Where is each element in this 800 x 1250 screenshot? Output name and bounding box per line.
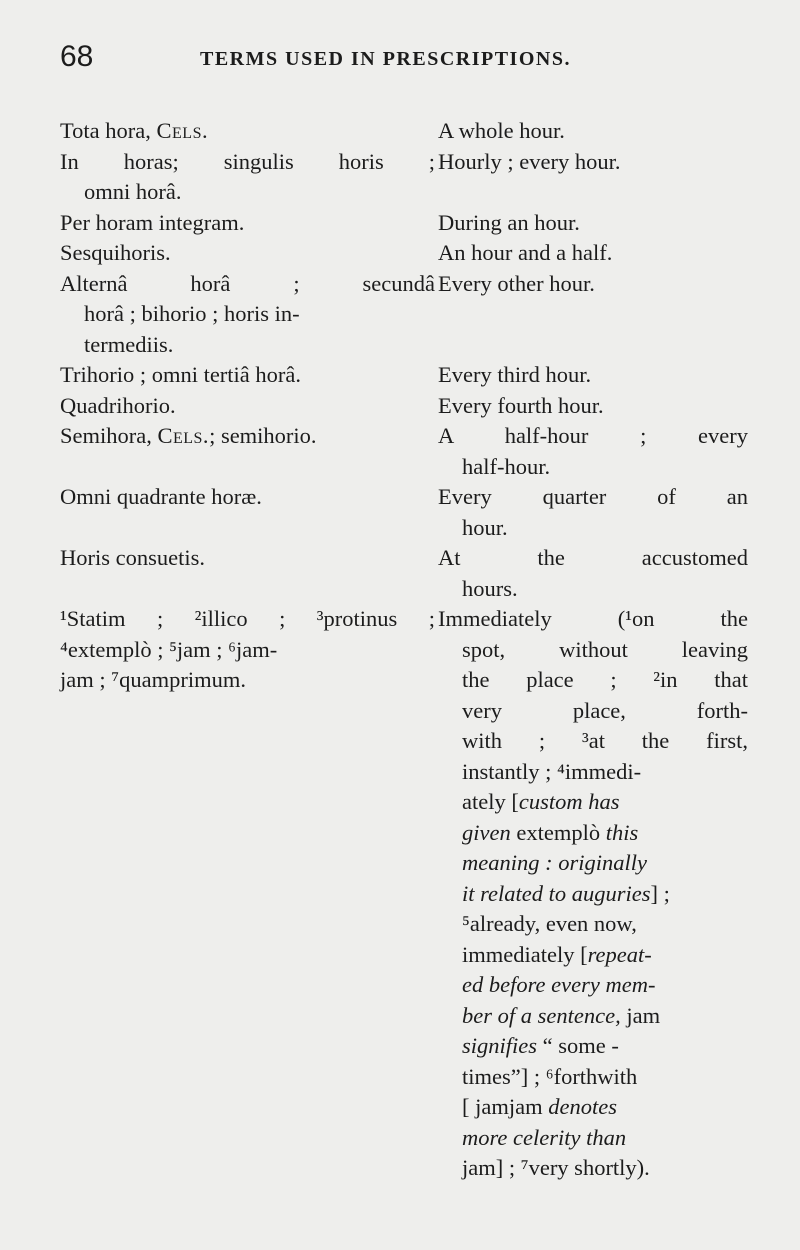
meaning-entry xyxy=(438,391,748,422)
latin-text: ; semihorio. xyxy=(209,423,317,448)
editorial-note: repeat- xyxy=(587,941,652,967)
latin-line xyxy=(60,116,435,147)
english-meanings-column xyxy=(438,116,748,1184)
latin-entry xyxy=(60,604,435,696)
running-head: TERMS USED IN PRESCRIPTIONS. xyxy=(200,48,571,70)
editorial-note: given xyxy=(462,819,511,845)
meaning-text: [ jamjam xyxy=(462,1094,543,1119)
meaning-entry xyxy=(438,116,748,147)
latin-entry xyxy=(60,391,435,422)
meaning-line: During an hour. xyxy=(438,209,580,235)
latin-entry xyxy=(60,482,435,513)
latin-line: jam ; ⁷quamprimum. xyxy=(60,667,246,692)
meaning-line: Immediately (¹on the xyxy=(438,606,748,631)
meaning-line: Every third hour. xyxy=(438,362,592,387)
meaning-line: jam] ; ⁷very shortly). xyxy=(462,1155,650,1180)
meaning-line: instantly ; ⁴immedi- xyxy=(462,758,642,784)
latin-line: horâ ; bihorio ; horis in- xyxy=(84,301,300,326)
latin-line: ¹Statim ; ²illico ; ³protinus ; xyxy=(60,606,435,631)
meaning-line: An hour and a half. xyxy=(438,240,613,265)
meaning-line: with ; ³at the first, xyxy=(462,728,748,753)
latin-line: ⁴extemplò ; ⁵jam ; ⁶jam- xyxy=(60,636,278,662)
latin-line: In horas; singulis horis ; xyxy=(60,148,435,174)
meaning-entry xyxy=(438,147,748,178)
meaning-line: times”] ; ⁶forthwith xyxy=(462,1063,638,1089)
editorial-note: this xyxy=(605,819,639,845)
meaning-line: hour. xyxy=(462,514,508,540)
latin-line: Omni quadrante horæ. xyxy=(60,484,262,509)
meaning-entry xyxy=(438,421,748,482)
editorial-note: meaning : originally xyxy=(462,850,647,875)
latin-entry xyxy=(60,238,435,269)
latin-terms-column xyxy=(60,116,435,696)
latin-entry xyxy=(60,208,435,239)
page-number: 68 xyxy=(60,40,94,73)
meaning-entry xyxy=(438,269,748,300)
latin-entry xyxy=(60,269,435,361)
meaning-entry xyxy=(438,238,748,269)
latin-line: Sesquihoris. xyxy=(60,240,171,265)
meaning-line xyxy=(462,1123,748,1154)
meaning-text: jam xyxy=(626,1002,661,1028)
meaning-line xyxy=(462,1092,748,1123)
meaning-line xyxy=(462,848,748,879)
editorial-note: ed before every mem- xyxy=(462,972,656,997)
editorial-note: more celerity than xyxy=(462,1124,627,1150)
meaning-text: immediately [ xyxy=(462,941,588,967)
author-abbreviation: Cels. xyxy=(156,118,209,143)
editorial-note: custom has xyxy=(518,789,620,814)
page-header xyxy=(60,40,760,80)
latin-text: Semihora, xyxy=(60,423,152,448)
meaning-line: spot, without leaving xyxy=(462,636,748,662)
author-abbreviation: Cels. xyxy=(157,423,210,448)
latin-line: Per horam integram. xyxy=(60,209,245,235)
latin-text: Tota hora, xyxy=(60,118,151,143)
meaning-line xyxy=(462,940,748,971)
meaning-line xyxy=(462,1031,748,1062)
meaning-entry xyxy=(438,482,748,543)
meaning-line: half-hour. xyxy=(462,453,551,479)
meaning-line: Every quarter of an xyxy=(438,484,748,509)
meaning-text: “ some - xyxy=(542,1033,619,1058)
meaning-line: Every other hour. xyxy=(438,270,595,296)
latin-entry xyxy=(60,360,435,391)
latin-entry xyxy=(60,116,435,147)
meaning-line: Hourly ; every hour. xyxy=(438,148,621,174)
meaning-entry xyxy=(438,604,748,1184)
latin-line: Trihorio ; omni tertiâ horâ. xyxy=(60,362,302,387)
meaning-line xyxy=(462,879,748,910)
latin-line: Quadrihorio. xyxy=(60,392,176,418)
meaning-text: ately [ xyxy=(462,789,519,814)
meaning-text: extemplò xyxy=(516,819,601,845)
latin-line: Alternâ horâ ; secundâ xyxy=(60,270,435,296)
editorial-note: ber of a sentence, xyxy=(462,1002,621,1028)
meaning-text: ] ; xyxy=(650,880,670,906)
latin-line xyxy=(60,421,435,452)
latin-entry xyxy=(60,421,435,452)
latin-entry xyxy=(60,147,435,208)
meaning-entry xyxy=(438,208,748,239)
latin-line: Horis consuetis. xyxy=(60,545,205,570)
latin-entry xyxy=(60,543,435,574)
meaning-line: the place ; ²in that xyxy=(462,667,748,692)
meaning-line xyxy=(462,1001,748,1032)
meaning-line: Every fourth hour. xyxy=(438,392,604,418)
meaning-line: At the accustomed xyxy=(438,545,748,570)
editorial-note: it related to auguries xyxy=(462,880,651,906)
latin-line: termediis. xyxy=(84,331,174,357)
meaning-continuation xyxy=(438,635,748,1184)
meaning-line: very place, forth- xyxy=(462,697,748,723)
editorial-note: signifies xyxy=(462,1033,538,1058)
meaning-entry xyxy=(438,360,748,391)
meaning-line: hours. xyxy=(462,575,518,601)
meaning-line xyxy=(462,970,748,1001)
meaning-line xyxy=(462,787,748,818)
editorial-note: denotes xyxy=(548,1094,617,1119)
meaning-line xyxy=(462,818,748,849)
latin-line: omni horâ. xyxy=(84,179,182,204)
meaning-line: ⁵already, even now, xyxy=(462,911,637,936)
meaning-line: A half-hour ; every xyxy=(438,423,748,448)
meaning-line: A whole hour. xyxy=(438,118,565,143)
meaning-entry xyxy=(438,543,748,604)
